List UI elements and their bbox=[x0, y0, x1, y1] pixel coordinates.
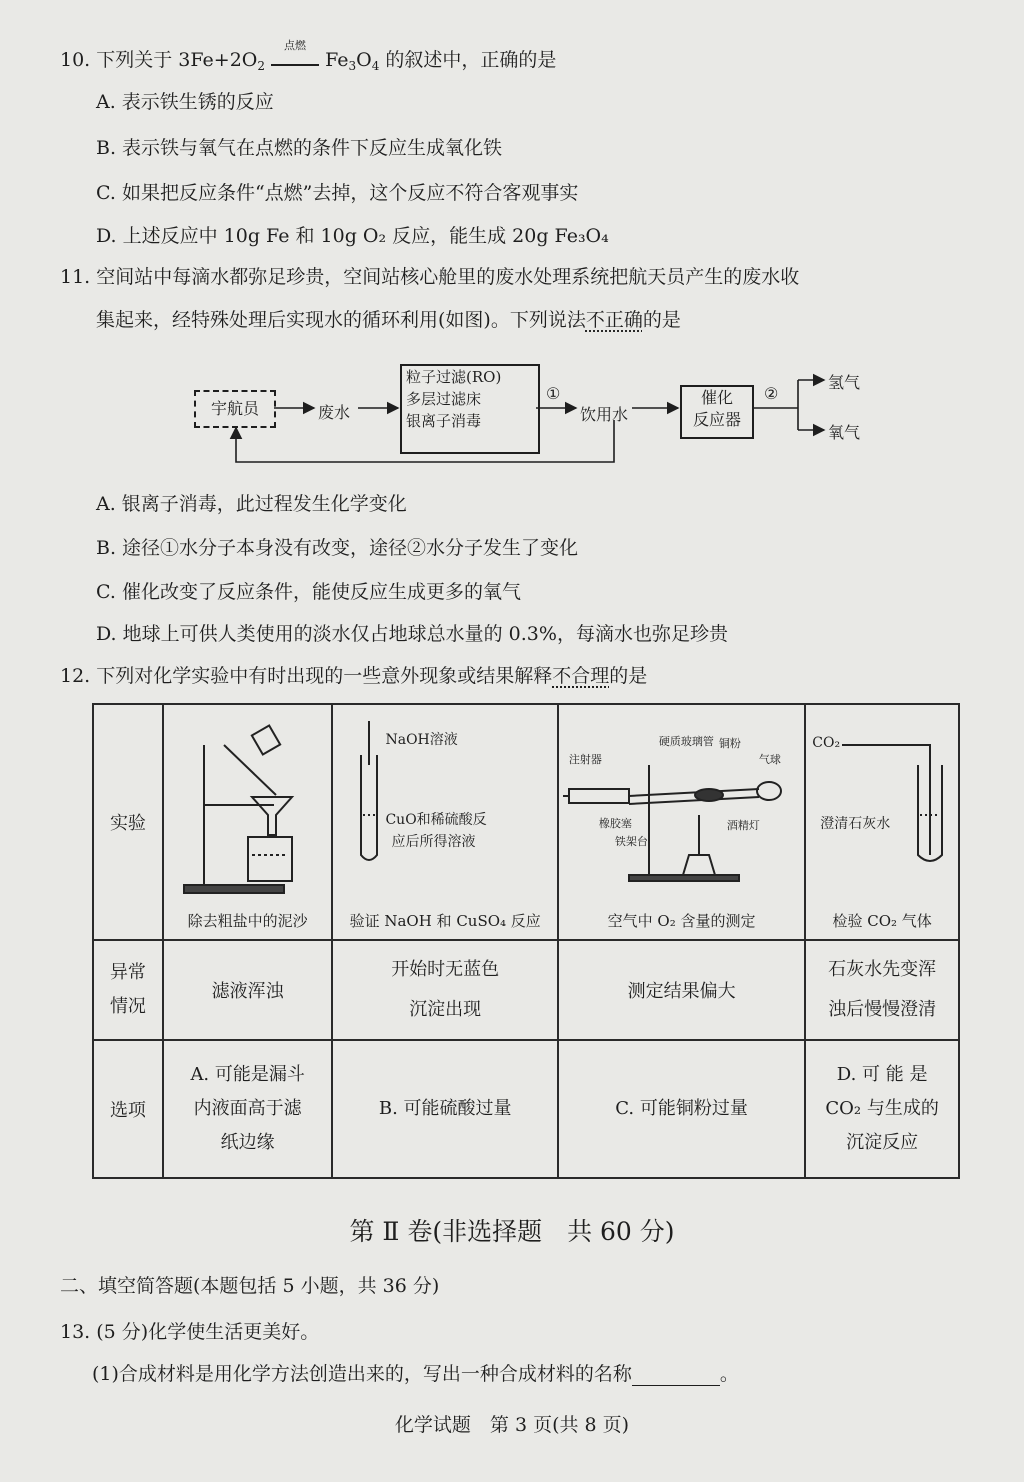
answer-blank[interactable] bbox=[632, 1367, 720, 1386]
q13-sub1: (1)合成材料是用化学方法创造出来的，写出一种合成材料的名称 。 bbox=[92, 1363, 739, 1385]
option-row bbox=[93, 1040, 959, 1178]
flow-arrows bbox=[0, 0, 1024, 480]
q10-option-c: C. 如果把反应条件“点燃”去掉，这个反应不符合客观事实 bbox=[96, 182, 579, 204]
anomaly-c: 测定结果偏大 bbox=[558, 940, 805, 1040]
experiment-row bbox=[93, 704, 959, 940]
drinking-water-label: 饮用水 bbox=[580, 405, 629, 424]
route-1-label: ① bbox=[546, 384, 561, 403]
label-glass-tube: 硬质玻璃管 bbox=[658, 735, 714, 748]
catalytic-reactor-box: 催化 反应器 bbox=[680, 385, 754, 439]
q11-option-b: B. 途径①水分子本身没有改变，途径②水分子发生了变化 bbox=[96, 537, 579, 559]
q11-option-c: C. 催化改变了反应条件，能使反应生成更多的氧气 bbox=[96, 581, 521, 603]
reaction-arrow: 点燃 bbox=[271, 52, 319, 66]
q11-stem-line2: 集起来，经特殊处理后实现水的循环利用(如图)。下列说法不正确的是 bbox=[96, 309, 681, 331]
wastewater-label: 废水 bbox=[318, 403, 351, 422]
filtration-apparatus-icon bbox=[164, 705, 334, 931]
caption-oxygen-content: 空气中 O₂ 含量的测定 bbox=[607, 912, 756, 930]
oxygen-label: 氧气 bbox=[828, 423, 861, 442]
label-alcohol-lamp: 酒精灯 bbox=[726, 819, 760, 832]
page-footer: 化学试题 第 3 页(共 8 页) bbox=[394, 1414, 630, 1436]
q10-option-d: D. 上述反应中 10g Fe 和 10g O₂ 反应，能生成 20g Fe₃O₄ bbox=[96, 225, 609, 247]
part-two-heading: 二、填空简答题(本题包括 5 小题，共 36 分) bbox=[60, 1275, 440, 1297]
q12-option-b: B. 可能硫酸过量 bbox=[332, 1040, 557, 1178]
caption-co2-test: 检验 CO₂ 气体 bbox=[832, 912, 932, 930]
route-2-label: ② bbox=[764, 384, 779, 403]
q13-stem: 13. (5 分)化学使生活更美好。 bbox=[60, 1321, 320, 1343]
caption-filtration: 除去粗盐中的泥沙 bbox=[187, 912, 308, 930]
label-iron-stand: 铁架台 bbox=[614, 835, 648, 848]
q11-stem-line1: 11. 空间站中每滴水都弥足珍贵，空间站核心舱里的废水处理系统把航天员产生的废水收 bbox=[60, 266, 800, 288]
hydrogen-label: 氢气 bbox=[828, 373, 861, 392]
astronaut-box: 宇航员 bbox=[194, 390, 276, 428]
row-label-option: 选项 bbox=[93, 1040, 163, 1178]
experiment-oxygen-content bbox=[558, 704, 805, 940]
label-co2: CO₂ bbox=[812, 735, 841, 751]
q12-table bbox=[92, 703, 960, 1179]
q12-option-c: C. 可能铜粉过量 bbox=[558, 1040, 805, 1178]
q11-option-d: D. 地球上可供人类使用的淡水仅占地球总水量的 0.3%，每滴水也弥足珍贵 bbox=[96, 623, 728, 645]
anomaly-d: 石灰水先变浑 浊后慢慢澄清 bbox=[805, 940, 959, 1040]
q12-stem: 12. 下列对化学实验中有时出现的一些意外现象或结果解释不合理的是 bbox=[60, 665, 648, 687]
q10-option-b: B. 表示铁与氧气在点燃的条件下反应生成氧化铁 bbox=[96, 137, 503, 159]
section-title: 第 Ⅱ 卷(非选择题 共 60 分) bbox=[349, 1217, 675, 1246]
q10-option-a: A. 表示铁生锈的反应 bbox=[96, 91, 274, 113]
experiment-filtration bbox=[163, 704, 333, 940]
experiment-co2-test bbox=[805, 704, 959, 940]
q12-option-d: D. 可 能 是 CO₂ 与生成的 沉淀反应 bbox=[805, 1040, 959, 1178]
q10-stem: 10. 下列关于 $3Fe+2O_2$ 点燃 $Fe_3O_4$ 的叙述中，正确的是 bbox=[60, 39, 557, 73]
label-cuo-solution-2: 应后所得溶液 bbox=[391, 834, 476, 850]
label-copper-powder: 铜粉 bbox=[718, 737, 741, 750]
q11-option-a: A. 银离子消毒，此过程发生化学变化 bbox=[96, 493, 407, 515]
row-label-experiment: 实验 bbox=[93, 704, 163, 940]
label-syringe: 注射器 bbox=[568, 753, 602, 766]
anomaly-row bbox=[93, 940, 959, 1040]
experiment-naoh-cuso4 bbox=[332, 704, 557, 940]
label-limewater: 澄清石灰水 bbox=[820, 816, 891, 832]
treatment-box: 粒子过滤(RO) 多层过滤床 银离子消毒 bbox=[400, 364, 540, 454]
anomaly-a: 滤液浑浊 bbox=[163, 940, 333, 1040]
label-naoh-solution: NaOH溶液 bbox=[385, 732, 458, 748]
row-label-anomaly: 异常 情况 bbox=[93, 940, 163, 1040]
label-rubber-stopper: 橡胶塞 bbox=[598, 817, 632, 830]
anomaly-b: 开始时无蓝色 沉淀出现 bbox=[332, 940, 557, 1040]
caption-naoh-cuso4: 验证 NaOH 和 CuSO₄ 反应 bbox=[349, 912, 541, 930]
label-balloon: 气球 bbox=[758, 753, 781, 766]
label-cuo-solution-1: CuO和稀硫酸反 bbox=[385, 812, 487, 828]
q12-option-a: A. 可能是漏斗 内液面高于滤 纸边缘 bbox=[163, 1040, 333, 1178]
